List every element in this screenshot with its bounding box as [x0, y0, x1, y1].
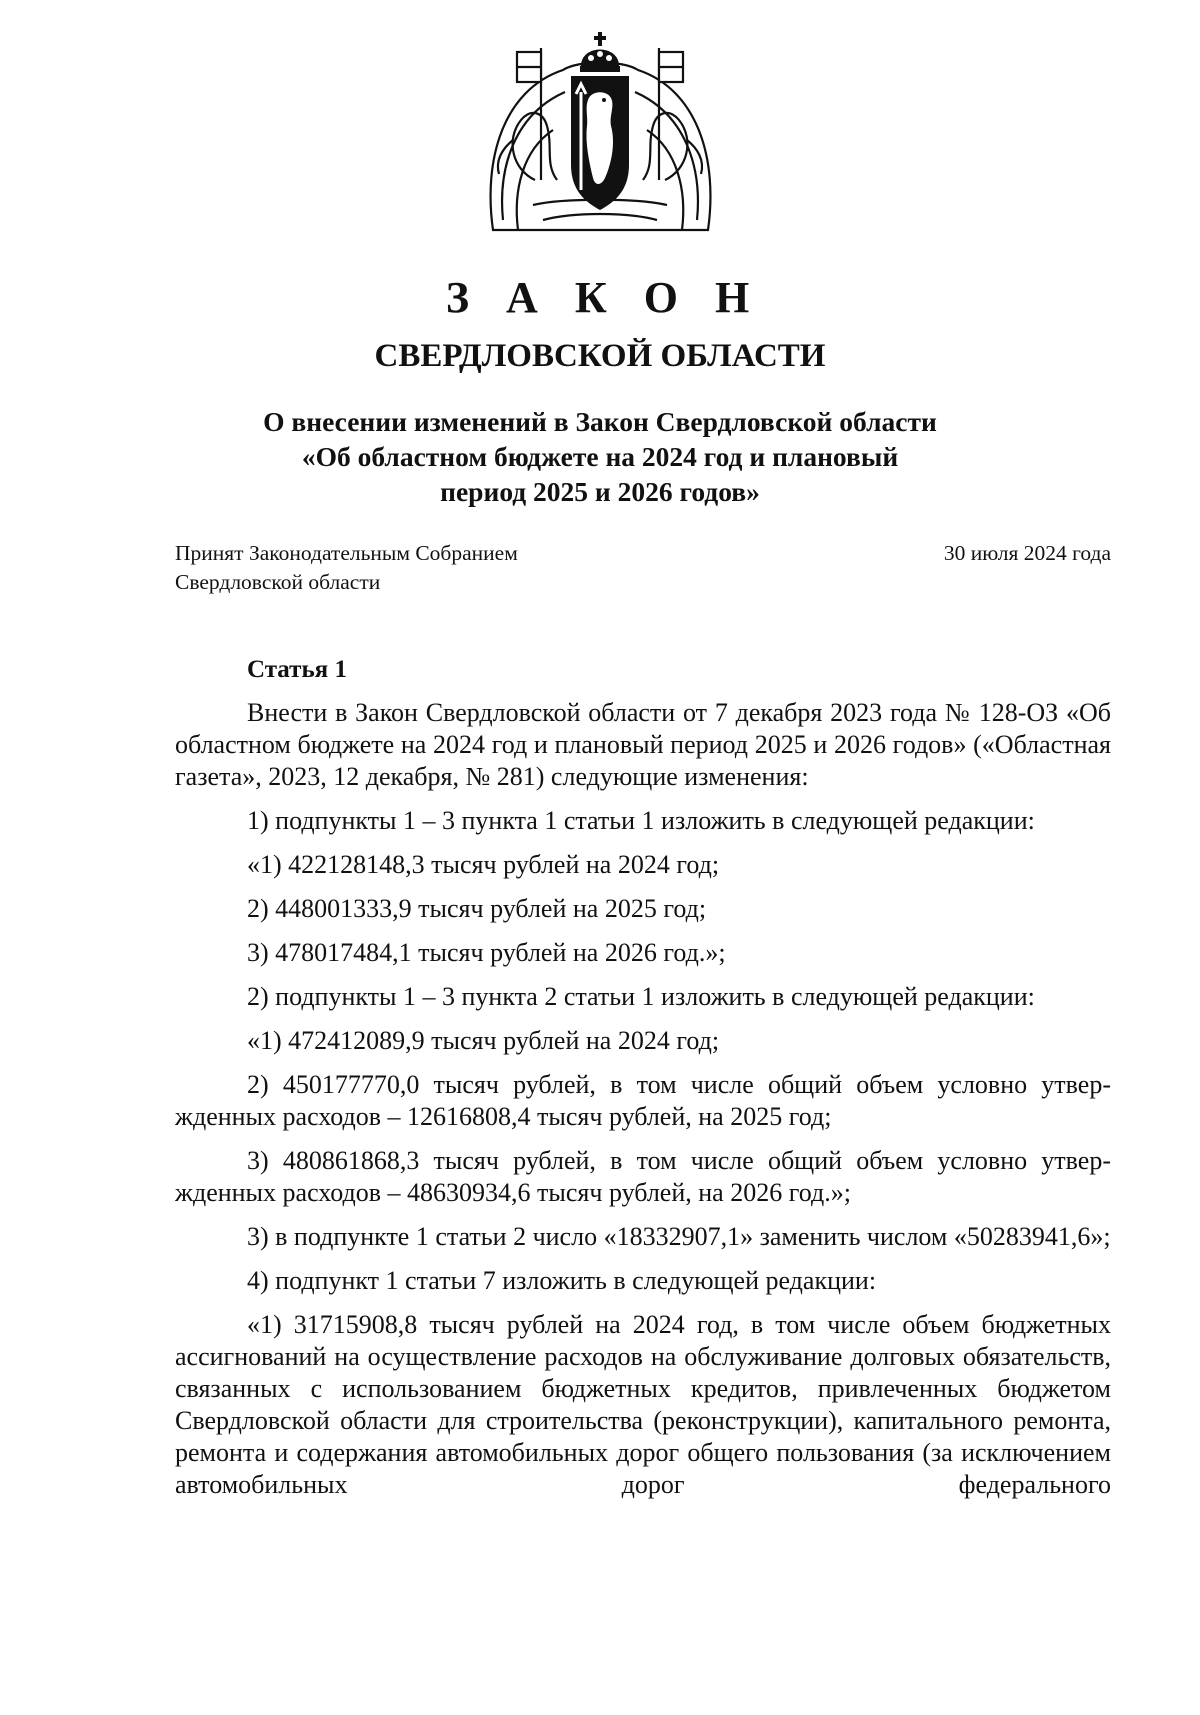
- article-heading: Статья 1: [247, 656, 347, 683]
- paragraph: Внести в Закон Свердловской области от 7 декабря 2023 года № 128-ОЗ «Об областном бюджете на 2024 год и плановый период 2025 и 2026 годов» («Областная газета», 2023, 12 декабря, № 281) следующие изменения:: [175, 698, 1111, 791]
- adoption-date: 30 июля 2024 года: [943, 541, 1111, 565]
- paragraph: «1) 31715908,8 тысяч рублей на 2024 год, в том числе объем бюджетных ассигнований на осуществление расходов на обслуживание долговых обязательств, связанных с использованием бюджетных кредитов, привлеченных бюджетом Свердловской области для строительства (реконструкции), капитального ремонта, ремонта и содержания автомобильных дорог общего пользования (за исключением автомобильных дорог федерального: [175, 1310, 1111, 1499]
- adopted-by: [175, 539, 518, 597]
- paragraph: 2) 450177770,0 тысяч рублей, в том числе общий объем условно утвержденных расходов – 12616808,4 тысяч рублей, на 2025 год;: [175, 1070, 1111, 1131]
- coat-of-arms-icon: [473, 30, 727, 248]
- article-body: [175, 697, 1111, 1513]
- paragraph: 3) 480861868,3 тысяч рублей, в том числе общий объем условно утвержденных расходов – 48630934,6 тысяч рублей, на 2026 год.»;: [175, 1146, 1111, 1207]
- adopted-by-line: Принят Законодательным Собранием: [175, 541, 518, 565]
- law-subject-line: «Об областном бюджете на 2024 год и плановый: [301, 441, 899, 472]
- law-subject-line: период 2025 и 2026 годов»: [440, 476, 760, 507]
- paragraph: 2) подпункты 1 – 3 пункта 2 статьи 1 изложить в следующей редакции:: [247, 982, 1035, 1011]
- law-title: З А К О Н: [445, 273, 763, 322]
- law-region: СВЕРДЛОВСКОЙ ОБЛАСТИ: [374, 338, 826, 374]
- paragraph: 2) 448001333,9 тысяч рублей на 2025 год;: [247, 894, 707, 923]
- coat-of-arms-emblem: [473, 30, 727, 248]
- paragraph: 1) подпункты 1 – 3 пункта 1 статьи 1 изложить в следующей редакции:: [247, 806, 1035, 835]
- law-subject: [150, 404, 1050, 509]
- paragraph: «1) 472412089,9 тысяч рублей на 2024 год;: [247, 1026, 720, 1055]
- paragraph: 4) подпункт 1 статьи 7 изложить в следующей редакции:: [247, 1266, 877, 1295]
- law-subject-line: О внесении изменений в Закон Свердловской области: [263, 406, 937, 437]
- paragraph: «1) 422128148,3 тысяч рублей на 2024 год;: [247, 850, 720, 879]
- paragraph: 3) в подпункте 1 статьи 2 число «18332907,1» заменить числом «50283941,6»;: [247, 1222, 1111, 1251]
- adopted-by-line: Свердловской области: [175, 570, 381, 594]
- paragraph: 3) 478017484,1 тысяч рублей на 2026 год.»;: [247, 938, 726, 967]
